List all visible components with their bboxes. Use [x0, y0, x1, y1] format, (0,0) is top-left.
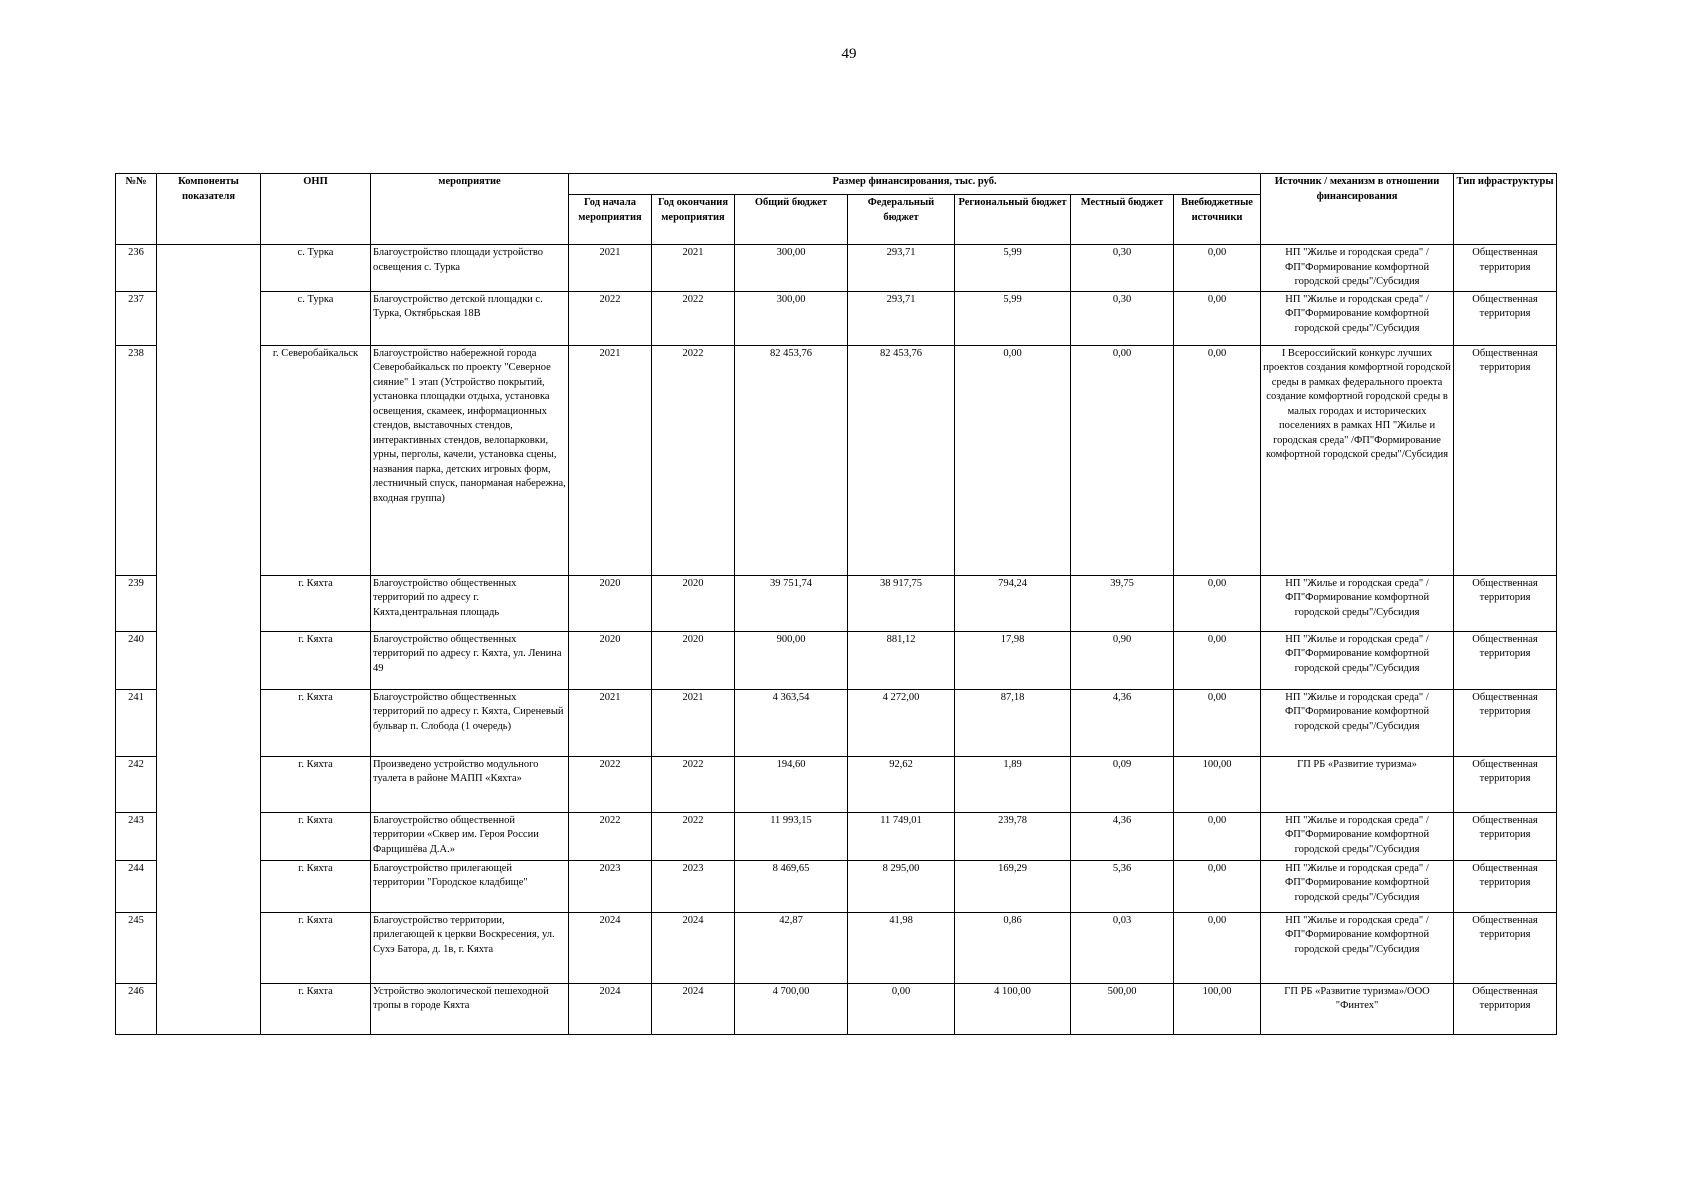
header-event: мероприятие: [371, 174, 569, 245]
infra-cell: Общественная территория: [1454, 575, 1557, 631]
financing-table: [115, 173, 1557, 1035]
local-cell: 5,36: [1071, 860, 1174, 912]
event-cell: Благоустройство общественной территории «Сквер им. Героя России Фарщишёва Д.А.»: [371, 812, 569, 860]
row-num: 237: [116, 291, 157, 345]
event-cell: Благоустройство территории, прилегающей к церкви Воскресения, ул. Сухэ Батора, д. 1в, г. Кяхта: [371, 912, 569, 983]
infra-cell: Общественная территория: [1454, 631, 1557, 689]
row-num: 243: [116, 812, 157, 860]
header-extra: Внебюджетные источники: [1174, 195, 1261, 245]
regional-cell: 169,29: [955, 860, 1071, 912]
year-end-cell: 2024: [652, 912, 735, 983]
year-start-cell: 2021: [569, 245, 652, 292]
year-end-cell: 2022: [652, 812, 735, 860]
year-start-cell: 2024: [569, 912, 652, 983]
regional-cell: 0,86: [955, 912, 1071, 983]
local-cell: 0,30: [1071, 245, 1174, 292]
event-cell: Произведено устройство модульного туалета в районе МАПП «Кяхта»: [371, 756, 569, 812]
table-row: [116, 983, 1557, 1034]
row-num: 246: [116, 983, 157, 1034]
local-cell: 4,36: [1071, 812, 1174, 860]
year-end-cell: 2023: [652, 860, 735, 912]
extra-cell: 100,00: [1174, 983, 1261, 1034]
federal-cell: 82 453,76: [848, 345, 955, 575]
source-cell: ГП РБ «Развитие туризма»: [1261, 756, 1454, 812]
infra-cell: Общественная территория: [1454, 345, 1557, 575]
year-end-cell: 2020: [652, 575, 735, 631]
header-onp: ОНП: [261, 174, 371, 245]
header-year-end: Год окончания мероприятия: [652, 195, 735, 245]
header-total: Общий бюджет: [735, 195, 848, 245]
total-cell: 8 469,65: [735, 860, 848, 912]
local-cell: 39,75: [1071, 575, 1174, 631]
local-cell: 0,90: [1071, 631, 1174, 689]
federal-cell: 92,62: [848, 756, 955, 812]
year-end-cell: 2022: [652, 756, 735, 812]
row-num: 242: [116, 756, 157, 812]
infra-cell: Общественная территория: [1454, 756, 1557, 812]
local-cell: 0,30: [1071, 291, 1174, 345]
total-cell: 11 993,15: [735, 812, 848, 860]
event-cell: Благоустройство площади устройство освещения с. Турка: [371, 245, 569, 292]
infra-cell: Общественная территория: [1454, 245, 1557, 292]
federal-cell: 38 917,75: [848, 575, 955, 631]
extra-cell: 0,00: [1174, 812, 1261, 860]
local-cell: 4,36: [1071, 689, 1174, 756]
onp-cell: г. Кяхта: [261, 575, 371, 631]
onp-cell: с. Турка: [261, 291, 371, 345]
federal-cell: 4 272,00: [848, 689, 955, 756]
year-start-cell: 2023: [569, 860, 652, 912]
year-start-cell: 2024: [569, 983, 652, 1034]
regional-cell: 5,99: [955, 291, 1071, 345]
table-row: [116, 912, 1557, 983]
header-num: №№: [116, 174, 157, 245]
table-body: [116, 245, 1557, 1035]
table-row: [116, 756, 1557, 812]
regional-cell: 0,00: [955, 345, 1071, 575]
federal-cell: 8 295,00: [848, 860, 955, 912]
year-start-cell: 2022: [569, 812, 652, 860]
source-cell: НП "Жилье и городская среда" /ФП"Формирование комфортной городской среды"/Субсидия: [1261, 812, 1454, 860]
infra-cell: Общественная территория: [1454, 983, 1557, 1034]
year-end-cell: 2020: [652, 631, 735, 689]
local-cell: 0,00: [1071, 345, 1174, 575]
extra-cell: 0,00: [1174, 689, 1261, 756]
table-row: [116, 245, 1557, 292]
row-num: 238: [116, 345, 157, 575]
event-cell: Благоустройство прилегающей территории "Городское кладбище": [371, 860, 569, 912]
header-regional: Региональный бюджет: [955, 195, 1071, 245]
row-num: 244: [116, 860, 157, 912]
source-cell: ГП РБ «Развитие туризма»/ООО "Финтех": [1261, 983, 1454, 1034]
regional-cell: 239,78: [955, 812, 1071, 860]
year-start-cell: 2021: [569, 689, 652, 756]
table-row: [116, 812, 1557, 860]
source-cell: НП "Жилье и городская среда" /ФП"Формирование комфортной городской среды"/Субсидия: [1261, 912, 1454, 983]
federal-cell: 0,00: [848, 983, 955, 1034]
row-num: 245: [116, 912, 157, 983]
source-cell: I Всероссийский конкурс лучших проектов создания комфортной городской среды в рамках федерального проекта создание комфортной городской среды в малых городах и исторических поселениях в рамках НП "Жилье и городская среда" /ФП"Формирование комфортной городской среды"/Субсидия: [1261, 345, 1454, 575]
year-start-cell: 2022: [569, 291, 652, 345]
infra-cell: Общественная территория: [1454, 291, 1557, 345]
regional-cell: 17,98: [955, 631, 1071, 689]
onp-cell: г. Кяхта: [261, 912, 371, 983]
onp-cell: г. Северобайкальск: [261, 345, 371, 575]
onp-cell: г. Кяхта: [261, 812, 371, 860]
onp-cell: г. Кяхта: [261, 983, 371, 1034]
source-cell: НП "Жилье и городская среда" /ФП"Формирование комфортной городской среды"/Субсидия: [1261, 291, 1454, 345]
total-cell: 39 751,74: [735, 575, 848, 631]
extra-cell: 0,00: [1174, 912, 1261, 983]
source-cell: НП "Жилье и городская среда" /ФП"Формирование комфортной городской среды"/Субсидия: [1261, 631, 1454, 689]
regional-cell: 1,89: [955, 756, 1071, 812]
extra-cell: 0,00: [1174, 631, 1261, 689]
extra-cell: 0,00: [1174, 291, 1261, 345]
table-row: [116, 291, 1557, 345]
source-cell: НП "Жилье и городская среда" /ФП"Формирование комфортной городской среды"/Субсидия: [1261, 245, 1454, 292]
event-cell: Благоустройство детской площадки с. Турка, Октябрьская 18В: [371, 291, 569, 345]
event-cell: Благоустройство набережной города Северобайкальск по проекту "Северное сияние" 1 этап (Устройство покрытий, установка площадки отдыха, установка освещения, скамеек, информационных стендов, выставочных стендов, интерактивных стендов, велопарковки, урны, перголы, качели, установка сцены, названия парка, детских игровых форм, лестничный спуск, панорманая набережна, входная группа): [371, 345, 569, 575]
header-components: Компоненты показателя: [157, 174, 261, 245]
year-end-cell: 2024: [652, 983, 735, 1034]
row-num: 240: [116, 631, 157, 689]
header-source: Источник / механизм в отношении финансирования: [1261, 174, 1454, 245]
total-cell: 4 700,00: [735, 983, 848, 1034]
year-end-cell: 2022: [652, 291, 735, 345]
total-cell: 900,00: [735, 631, 848, 689]
federal-cell: 41,98: [848, 912, 955, 983]
table-row: [116, 689, 1557, 756]
total-cell: 4 363,54: [735, 689, 848, 756]
regional-cell: 4 100,00: [955, 983, 1071, 1034]
infra-cell: Общественная территория: [1454, 912, 1557, 983]
year-end-cell: 2022: [652, 345, 735, 575]
onp-cell: г. Кяхта: [261, 631, 371, 689]
federal-cell: 293,71: [848, 245, 955, 292]
row-num: 239: [116, 575, 157, 631]
infra-cell: Общественная территория: [1454, 689, 1557, 756]
source-cell: НП "Жилье и городская среда" /ФП"Формирование комфортной городской среды"/Субсидия: [1261, 575, 1454, 631]
infra-cell: Общественная территория: [1454, 860, 1557, 912]
extra-cell: 100,00: [1174, 756, 1261, 812]
year-end-cell: 2021: [652, 245, 735, 292]
local-cell: 0,03: [1071, 912, 1174, 983]
event-cell: Благоустройство общественных территорий по адресу г. Кяхта,центральная площадь: [371, 575, 569, 631]
onp-cell: г. Кяхта: [261, 756, 371, 812]
total-cell: 82 453,76: [735, 345, 848, 575]
year-start-cell: 2022: [569, 756, 652, 812]
table-row: [116, 631, 1557, 689]
onp-cell: с. Турка: [261, 245, 371, 292]
total-cell: 300,00: [735, 245, 848, 292]
event-cell: Устройство экологической пешеходной тропы в городе Кяхта: [371, 983, 569, 1034]
year-start-cell: 2020: [569, 575, 652, 631]
header-infra: Тип ифраструктуры: [1454, 174, 1557, 245]
federal-cell: 881,12: [848, 631, 955, 689]
header-year-start: Год начала мероприятия: [569, 195, 652, 245]
total-cell: 300,00: [735, 291, 848, 345]
source-cell: НП "Жилье и городская среда" /ФП"Формирование комфортной городской среды"/Субсидия: [1261, 689, 1454, 756]
local-cell: 0,09: [1071, 756, 1174, 812]
infra-cell: Общественная территория: [1454, 812, 1557, 860]
page-number: 49: [841, 46, 857, 62]
table-row: [116, 860, 1557, 912]
federal-cell: 11 749,01: [848, 812, 955, 860]
header-local: Местный бюджет: [1071, 195, 1174, 245]
event-cell: Благоустройство общественных территорий по адресу г. Кяхта, Сиреневый бульвар п. Слобода (1 очередь): [371, 689, 569, 756]
year-start-cell: 2020: [569, 631, 652, 689]
table-row: [116, 575, 1557, 631]
onp-cell: г. Кяхта: [261, 860, 371, 912]
regional-cell: 794,24: [955, 575, 1071, 631]
header-financing: Размер финансирования, тыс. руб.: [569, 174, 1261, 195]
row-num: 241: [116, 689, 157, 756]
year-start-cell: 2021: [569, 345, 652, 575]
federal-cell: 293,71: [848, 291, 955, 345]
regional-cell: 5,99: [955, 245, 1071, 292]
table-row: [116, 345, 1557, 575]
component-cell: [157, 245, 261, 1035]
extra-cell: 0,00: [1174, 860, 1261, 912]
onp-cell: г. Кяхта: [261, 689, 371, 756]
extra-cell: 0,00: [1174, 575, 1261, 631]
extra-cell: 0,00: [1174, 345, 1261, 575]
local-cell: 500,00: [1071, 983, 1174, 1034]
year-end-cell: 2021: [652, 689, 735, 756]
extra-cell: 0,00: [1174, 245, 1261, 292]
total-cell: 194,60: [735, 756, 848, 812]
event-cell: Благоустройство общественных территорий по адресу г. Кяхта, ул. Ленина 49: [371, 631, 569, 689]
total-cell: 42,87: [735, 912, 848, 983]
row-num: 236: [116, 245, 157, 292]
source-cell: НП "Жилье и городская среда" /ФП"Формирование комфортной городской среды"/Субсидия: [1261, 860, 1454, 912]
regional-cell: 87,18: [955, 689, 1071, 756]
header-federal: Федеральный бюджет: [848, 195, 955, 245]
